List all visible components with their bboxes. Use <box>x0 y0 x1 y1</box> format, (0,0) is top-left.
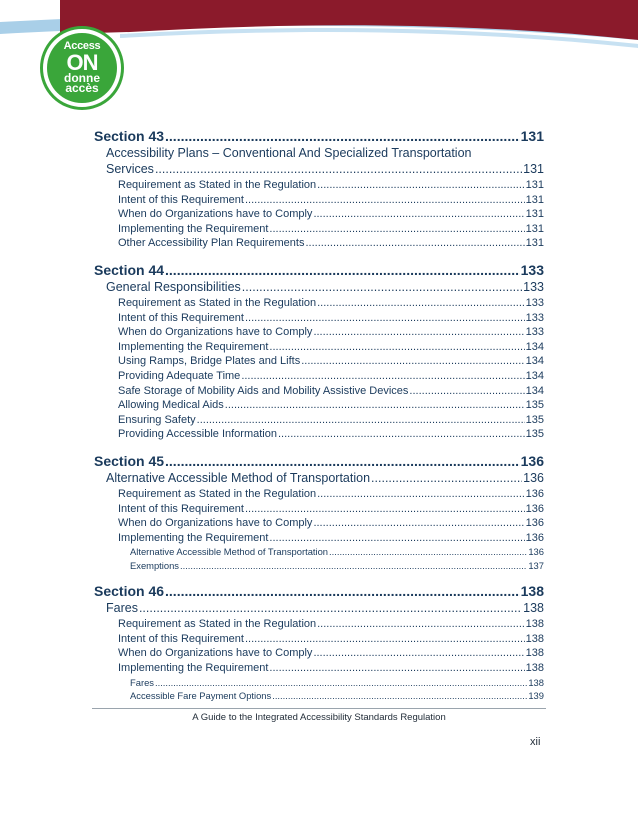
toc-item[interactable]: Requirement as Stated in the Regulation ..... 133 <box>94 297 544 312</box>
toc-section-45[interactable]: Section 45 ..... 136 <box>94 453 544 471</box>
toc-item[interactable]: Allowing Medical Aids ..... 135 <box>94 399 544 414</box>
toc-section-43[interactable] <box>94 128 544 146</box>
toc-item[interactable]: Intent of this Requirement ..... 131 <box>94 194 544 209</box>
toc-subitem[interactable]: Fares ..... 138 <box>94 677 544 691</box>
toc-subitem[interactable]: Exemptions ..... 137 <box>94 560 544 574</box>
toc-item[interactable]: Intent of this Requirement ..... 133 <box>94 312 544 327</box>
toc-item[interactable]: When do Organizations have to Comply ..... 138 <box>94 647 544 662</box>
logo-text-on: ON <box>66 50 98 75</box>
toc-section-46[interactable]: Section 46 ..... 138 <box>94 583 544 601</box>
page-number: xii <box>530 736 541 748</box>
toc-item[interactable]: Implementing the Requirement ..... 138 <box>94 662 544 677</box>
toc-item[interactable]: When do Organizations have to Comply ..... 136 <box>94 517 544 532</box>
toc-item[interactable]: Requirement as Stated in the Regulation ..... 138 <box>94 618 544 633</box>
toc-subitem[interactable]: Alternative Accessible Method of Transportation ..... 136 <box>94 546 544 560</box>
toc-item[interactable]: Safe Storage of Mobility Aids and Mobility Assistive Devices ..... 134 <box>94 385 544 400</box>
toc-item[interactable]: Implementing the Requirement ..... 131 <box>94 223 544 238</box>
logo-badge <box>47 33 117 103</box>
toc-item[interactable]: Intent of this Requirement ..... 138 <box>94 633 544 648</box>
toc-subsection-line1[interactable]: Accessibility Plans – Conventional And Specialized Transportation <box>106 146 472 160</box>
toc-item[interactable]: Requirement as Stated in the Regulation ..... 131 <box>94 179 544 194</box>
footer-title: A Guide to the Integrated Accessibility Standards Regulation <box>192 712 446 723</box>
toc-item[interactable]: When do Organizations have to Comply ..... 133 <box>94 326 544 341</box>
toc-subsection[interactable]: Alternative Accessible Method of Transportation ..... 136 <box>94 471 544 488</box>
logo-text-donne: donne <box>64 71 100 85</box>
toc-page-number: 131 <box>520 128 544 144</box>
toc-section-title: Section 43 <box>94 128 165 144</box>
toc-subsection[interactable]: Fares ..... 138 <box>94 601 544 618</box>
toc-item[interactable]: Implementing the Requirement ..... 136 <box>94 532 544 547</box>
toc-subsection[interactable]: General Responsibilities ..... 133 <box>94 280 544 297</box>
logo-text-access: Access <box>63 40 101 52</box>
toc-item[interactable]: Providing Adequate Time ..... 134 <box>94 370 544 385</box>
toc-item[interactable]: When do Organizations have to Comply ..... 131 <box>94 208 544 223</box>
table-of-contents <box>94 128 544 704</box>
toc-subsection[interactable]: Services ..... 131 <box>94 162 544 179</box>
logo-text-acces: accès <box>65 81 99 95</box>
toc-item[interactable]: Other Accessibility Plan Requirements ..... 131 <box>94 237 544 252</box>
footer-divider <box>92 708 546 709</box>
accessibility-logo <box>40 26 124 110</box>
toc-item[interactable]: Providing Accessible Information ..... 135 <box>94 428 544 443</box>
toc-item[interactable]: Ensuring Safety ..... 135 <box>94 414 544 429</box>
toc-section-44[interactable]: Section 44 ..... 133 <box>94 262 544 280</box>
toc-item[interactable]: Requirement as Stated in the Regulation ..... 136 <box>94 488 544 503</box>
toc-item[interactable]: Using Ramps, Bridge Plates and Lifts ..... 134 <box>94 355 544 370</box>
toc-item[interactable]: Intent of this Requirement ..... 136 <box>94 503 544 518</box>
toc-item[interactable]: Implementing the Requirement ..... 134 <box>94 341 544 356</box>
toc-subitem[interactable]: Accessible Fare Payment Options ..... 139 <box>94 690 544 704</box>
